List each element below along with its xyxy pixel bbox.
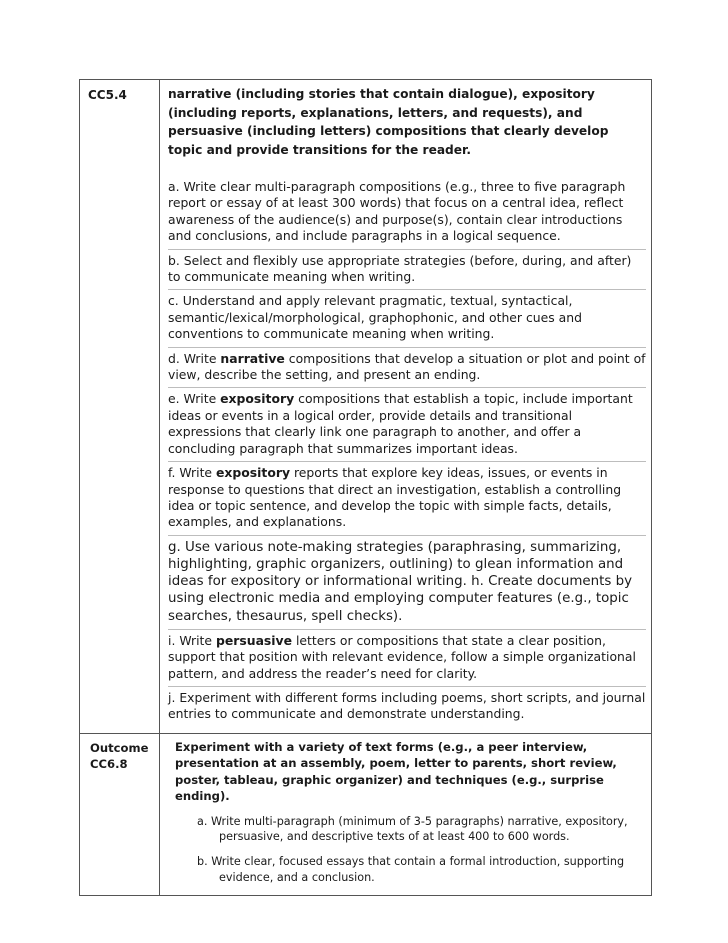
outcome-code: Outcome CC6.8 <box>80 734 160 895</box>
indicator-item: g. Use various note-making strategies (paraphrasing, summarizing, highlighting, graphic organizers, outlining) to glean information and ideas for expository or informational writing. h. Create documents by using electronic media and employing computer features (e.g., topic searches, thesaurus, spell checks). <box>168 535 646 629</box>
outcome-content <box>160 734 651 895</box>
outcome-content <box>160 80 651 733</box>
indicator-item: b. Write clear, focused essays that contain a formal introduction, supporting evidence, and a conclusion. <box>197 854 625 884</box>
indicator-item: a. Write multi-paragraph (minimum of 3-5 paragraphs) narrative, expository, persuasive, and descriptive texts of at least 400 to 600 words. <box>197 814 628 844</box>
table-row <box>80 80 651 733</box>
indicator-item: d. Write narrative compositions that develop a situation or plot and point of view, describe the setting, and present an ending. <box>168 347 646 388</box>
indicator-item: b. Select and flexibly use appropriate strategies (before, during, and after) to communicate meaning when writing. <box>168 249 646 290</box>
standards-table <box>79 79 652 896</box>
outcome-heading: Experiment with a variety of text forms (e.g., a peer interview, presentation at an assembly, poem, letter to parents, short review, poster, tableau, graphic organizer) and techniques (e.g., surprise ending). <box>175 739 617 804</box>
indicator-item: f. Write expository reports that explore key ideas, issues, or events in response to questions that direct an investigation, establish a controlling idea or topic sentence, and develop the topic with simple facts, details, examples, and explanations. <box>168 461 646 535</box>
indicator-item: a. Write clear multi-paragraph compositions (e.g., three to five paragraph report or essay of at least 300 words) that focus on a central idea, reflect awareness of the audience(s) and purpose(s), contain clear introductions and conclusions, and include paragraphs in a logical sequence. <box>168 179 626 244</box>
indicator-item: i. Write persuasive letters or compositions that state a clear position, support that position with relevant evidence, follow a simple organizational pattern, and address the reader’s need for clarity. <box>168 629 646 686</box>
indicator-item: c. Understand and apply relevant pragmatic, textual, syntactical, semantic/lexical/morphological, graphophonic, and other cues and conventions to communicate meaning when writing. <box>168 289 646 346</box>
outcome-code: CC5.4 <box>80 80 160 733</box>
table-row <box>80 733 651 895</box>
indicator-item: j. Experiment with different forms including poems, short scripts, and journal entries to communicate and demonstrate understanding. <box>168 686 646 727</box>
indicator-item: e. Write expository compositions that establish a topic, include important ideas or events in a logical order, provide details and transitional expressions that clearly link one paragraph to another, and offer a concluding paragraph that summarizes important ideas. <box>168 387 646 461</box>
outcome-heading: narrative (including stories that contain dialogue), expository (including reports, explanations, letters, and requests), and persuasive (including letters) compositions that clearly develop topic and provide transitions for the reader. <box>168 87 609 157</box>
